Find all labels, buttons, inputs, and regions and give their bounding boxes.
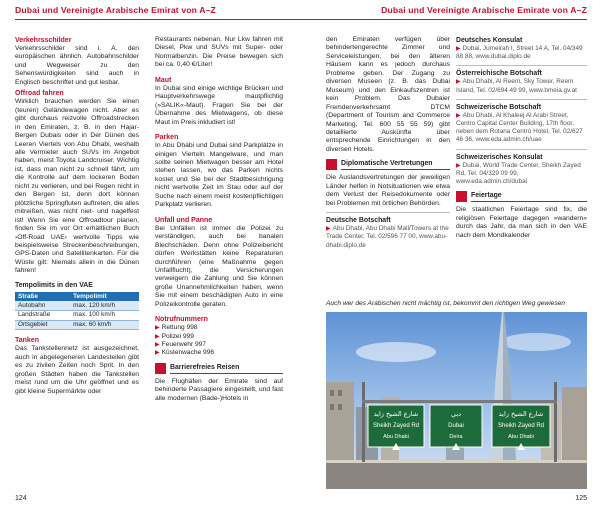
- divider: [456, 99, 587, 100]
- running-head-right: Dubai und Vereinigte Arabische Emirate von A–Z: [381, 5, 587, 15]
- divider: [326, 212, 450, 213]
- list-item: ▶ Rettung 998: [155, 324, 198, 332]
- sign-middle-arabic: دبي: [450, 410, 462, 418]
- list-item: ▶ Feuerwehr 997: [155, 341, 206, 349]
- address-deutsches-konsulat: ▶ Dubai, Jumeirah I, Street 14 A, Tel. 04/349 88 88, www.dubai.diplo.de: [456, 45, 583, 61]
- sign-left-arabic: شارع الشيخ زايد: [373, 410, 419, 418]
- address-deutsche-botschaft: ▶ Abu Dhabi, Abu Dhabi Mall/Towers at the Trade Center, Tel. 02/596 77 00, www.abu-dhabi.diplo.de: [326, 225, 449, 249]
- table-row: [15, 311, 139, 321]
- red-square-icon: [155, 363, 166, 374]
- triangle-bullet-icon: ▶: [456, 112, 461, 119]
- heading-schweiz-botschaft: Schweizerische Botschaft: [456, 103, 542, 111]
- triangle-bullet-icon: ▶: [456, 162, 461, 169]
- sign-left-destination: Abu Dhabi: [383, 434, 409, 440]
- text-tanken-continued: Restaurants nebenan. Nur Lkw fahren mit Diesel, Pkw und SUVs mit Super- oder Normalbenzin. Die Preise bewegen sich bei ca. 0,40 €/Liter!: [155, 36, 283, 69]
- heading-deutsches-konsulat: Deutsches Konsulat: [456, 37, 523, 44]
- page-number-left: 124: [15, 495, 27, 502]
- speed-header-limit: Tempolimit: [70, 292, 139, 301]
- speed-cell-limit: max. 60 km/h: [70, 320, 139, 330]
- text-barrierefrei: Die Flughäfen der Emirate sind auf behinderte Passagiere eingestellt, und fast alle modernen (Bade-)Hotels in: [155, 377, 283, 402]
- sign-right-destination: Abu Dhabi: [508, 434, 534, 440]
- column-2: [155, 36, 283, 403]
- heading-tanken: Tanken: [15, 337, 39, 345]
- sign-right-english: Sheikh Zayed Rd: [497, 423, 545, 429]
- heading-oesterreich-botschaft: Österreichische Botschaft: [456, 70, 542, 78]
- address-schweiz-konsulat: ▶ Dubai, World Trade Center, Sheikh Zayed Rd, Tel. 04/329 09 99, www.eda.admin.ch/dubai: [456, 161, 581, 186]
- road-sign-right: [492, 405, 550, 447]
- heading-maut: Maut: [155, 76, 172, 84]
- text-barrierefrei-continued: den Emiraten verfügen über behindertengerechte Zimmer und Serviceleistungen, bei den älteren Häusern kann es jedoch durchaus Probleme geben. Der Zugang zu diversen Museen (z. B. das Dubai Museum) und den Einkaufszentren ist kein Problem. Das Dubaier Fremdenverkehrsamt DTCM (Department of Tourism and Commerce Marketing, Tel. 600 55 55 59) gibt detaillierte Auskünfte über entsprechende Einrichtungen in den diversen Hotels.: [326, 36, 450, 153]
- list-item: ▶ Polizei 999: [155, 332, 194, 340]
- section-feiertage: [456, 190, 587, 203]
- text-diplomatische: Die Auslandsvertretungen der jeweiligen Länder helfen in Notsituationen wie etwa dem Verlust der Reisedokumente oder bei Problemen mit örtlichen Behörden.: [326, 174, 450, 207]
- red-square-icon: [456, 191, 467, 202]
- address-oesterreich-botschaft: ▶ Abu Dhabi, Al Reem, Sky Tower, Reem Island, Tel. 02/694 49 99, www.bmeia.gv.at: [456, 78, 577, 94]
- triangle-bullet-icon: ▶: [155, 350, 160, 357]
- column-4: [456, 36, 587, 240]
- heading-deutsche-botschaft: Deutsche Botschaft: [326, 217, 391, 225]
- table-row: [15, 301, 139, 311]
- head-rule-right: [300, 19, 587, 20]
- section-diplomatische: [326, 158, 450, 171]
- speed-cell-limit: max. 120 km/h: [70, 301, 139, 311]
- text-verkehrsschilder: Verkehrsschilder sind i. A. den europäischen ähnlich. Autobahnschilder und Wegweiser zu den Sehenswürdigkeiten sind auch in Englisch beschriftet und gut lesbar.: [15, 45, 139, 86]
- heading-verkehrsschilder: Verkehrsschilder: [15, 37, 72, 44]
- photo-caption: Auch wer des Arabischen nicht mächtig ist, bekommt den richtigen Weg gewiesen: [326, 300, 565, 307]
- head-rule-left: [15, 19, 300, 20]
- speed-cell-limit: max. 100 km/h: [70, 311, 139, 321]
- triangle-bullet-icon: ▶: [155, 342, 160, 349]
- heading-diplomatische: Diplomatische Vertretungen: [341, 159, 450, 170]
- right-page: [300, 0, 600, 512]
- text-unfall: Bei Unfällen ist immer die Polizei zu verständigen, auch bei banalen Blechschäden. Denn ohne Polizeibericht dürfen Werkstätten keine Reparaturen durchführen (eine Maßnahme gegen Unfallflucht), die Versicherungen verweigern die Zahlung und Sie können große Unannehmlichkeiten haben, wenn Sie mit einem beschädigten Auto in eine Polizeikontrolle geraten.: [155, 224, 283, 308]
- column-1: [15, 36, 139, 396]
- sign-middle-english: Dubai: [448, 423, 464, 429]
- text-offroad: Wirklich brauchen werden Sie einen (teuren) Geländewagen nicht. Aber es gibt durchaus reizvolle Offroadstrecken in den Emiraten, z. B. in den Hajar-Bergen Dubais oder in Der Dünen des Leeren Viertels von Abu Dhabi, weshalb alle Vermieter auch SUVs im Angebot haben, meist Toyota Landcruiser. Wichtig ist, dass man nicht zu schnell fährt, um die Kontrolle auf dem lockeren Boden nicht zu verlieren, und bei Regen nicht in den Bergen ist, denn dort können plötzliche Springfluten auftreten, die alles mitreißen, was nicht niet- und nagelfest ist! Wenn Sie eine Offroadtour planen, finden Sie im vor Ort erhältlichen Buch ›Off-Road UAE‹ wertvolle Tipps wie beispielsweise Streckenbeschreibungen, GPS-Daten und Satellitenkarten. Für die Wüste gilt: Niemals allein in die Dünen fahren!: [15, 98, 139, 275]
- heading-unfall: Unfall und Panne: [155, 216, 213, 224]
- speed-limit-table: [15, 282, 139, 330]
- speed-cell-road: Landstraße: [15, 311, 70, 321]
- speed-limit-title: Tempolimits in den VAE: [15, 281, 93, 289]
- text-tanken: Das Tankstellennetz ist ausgezeichnet, auch in abgelegeneren Landesteilen gibt es zu zivilen Zeiten noch Sprit. In den großen Städten haben die Tankstellen meist rund um die Uhr geöffnet und es gibt kleine Supermärkte oder: [15, 345, 139, 395]
- list-item: ▶ Küstenwache 996: [155, 349, 215, 357]
- address-schweiz-botschaft: ▶ Abu Dhabi, Al Khaleej Al Arabi Street, Centro Capital Center Building, 17th floor, neben dem Rotana Centro Hotel, Tel. 02/627 46 36, www.eda.admin.ch/uae: [456, 111, 583, 144]
- sign-right-arabic: شارع الشيخ زايد: [498, 410, 544, 418]
- divider: [456, 65, 587, 66]
- red-square-icon: [326, 159, 337, 170]
- heading-offroad: Offroad fahren: [15, 90, 64, 98]
- section-barrierefrei: [155, 362, 283, 375]
- sign-left-english: Sheikh Zayed Rd: [372, 423, 420, 429]
- triangle-bullet-icon: ▶: [456, 46, 461, 52]
- speed-cell-road: Ortsgebiet: [15, 320, 70, 330]
- text-maut: In Dubai sind einige wichtige Brücken und Hauptverkehrswege mautpflichtig (»SALIK«-Maut). Fragen Sie bei der Übernahme des Mietwagens, ob diese Maut im Preis inkludiert ist!: [155, 84, 283, 126]
- heading-schweiz-konsulat: Schweizerisches Konsulat: [456, 153, 543, 161]
- triangle-bullet-icon: ▶: [326, 226, 331, 233]
- divider: [456, 149, 587, 150]
- road-sign-left: [368, 405, 424, 447]
- photo-dubai-road-signs: [326, 312, 587, 489]
- triangle-bullet-icon: ▶: [155, 333, 160, 340]
- table-row: [15, 320, 139, 330]
- text-feiertage: Die staatlichen Feiertage sind fix, die religiösen Feiertage dagegen »wandern« durch das Jahr, da man sich in den VAE nach dem Mondkalender: [456, 206, 587, 239]
- heading-parken: Parken: [155, 134, 179, 142]
- column-3: [326, 36, 450, 250]
- heading-feiertage: Feiertage: [471, 191, 587, 202]
- speed-cell-road: Autobahn: [15, 301, 70, 311]
- triangle-bullet-icon: ▶: [155, 325, 160, 332]
- page-number-right: 125: [575, 495, 587, 502]
- sign-middle-destination: Deira: [449, 434, 463, 440]
- heading-notruf: Notrufnummern: [155, 316, 208, 324]
- text-parken: In Abu Dhabi und Dubai sind Parkplätze in einigen Vierteln Mangelware, und man sollte seinen Mietwagen besser am Hotel stehen lassen, wo das Parken nichts kostet und Sie bei der Stadtbesichtigung nicht wertvolle Zeit im Stau oder auf der Suche nach einem meist kostenpflichtigen Parkplatz verlieren.: [155, 142, 283, 209]
- running-head-left: Dubai und Vereinigte Arabische Emirat von A–Z: [15, 5, 216, 15]
- heading-barrierefrei: Barrierefreies Reisen: [170, 363, 283, 374]
- speed-header-road: Straße: [15, 292, 70, 301]
- road-sign-middle: [430, 405, 482, 447]
- triangle-bullet-icon: ▶: [456, 79, 461, 86]
